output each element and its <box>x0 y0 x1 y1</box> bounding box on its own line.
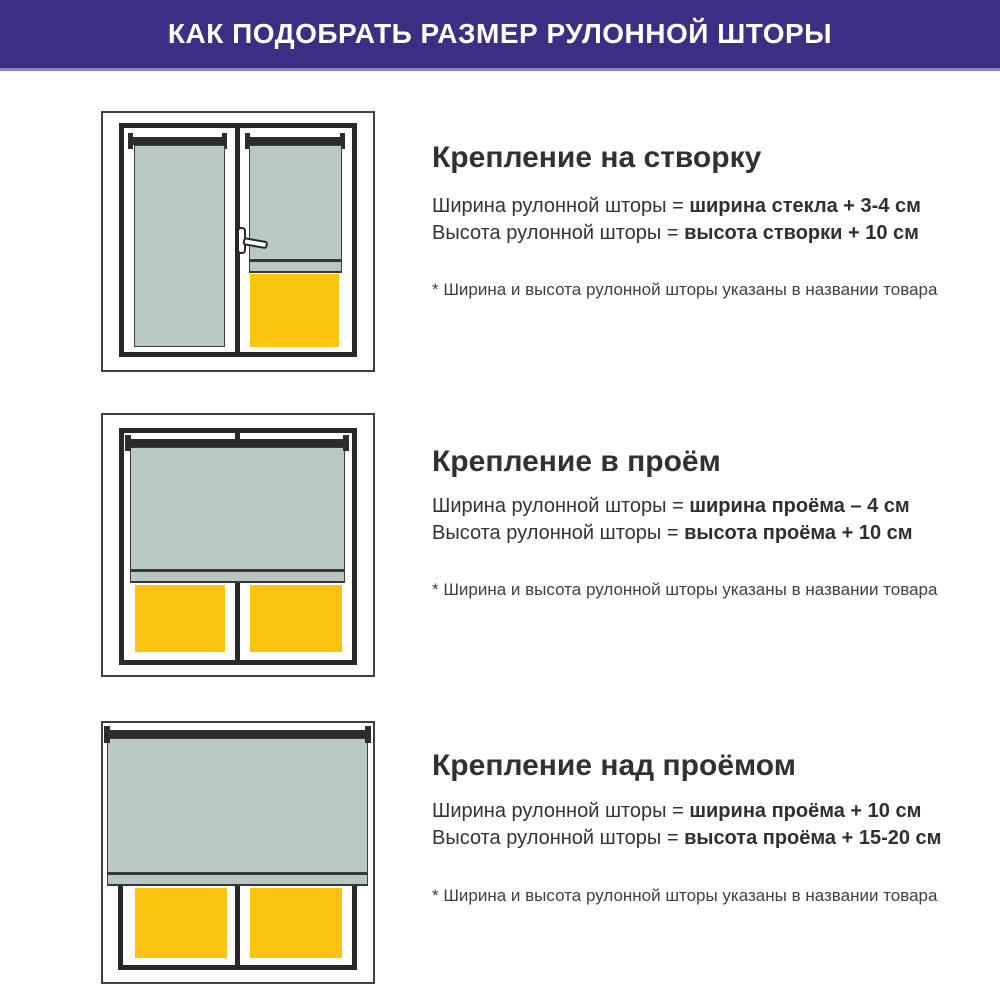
roller-bar-icon <box>128 439 346 447</box>
roller-bar-cap <box>125 435 131 451</box>
formula-value: ширина проёма + 10 см <box>689 800 922 822</box>
footnote: * Ширина и высота рулонной шторы указаны в названии товара <box>432 280 938 299</box>
section-title: Крепление в проём <box>432 445 721 478</box>
roller-bar-cap <box>104 726 110 743</box>
above-opening-mount-diagram <box>101 721 375 984</box>
width-formula <box>432 193 921 220</box>
roller-bottom-bar <box>249 260 342 273</box>
sash-mount-diagram <box>101 111 375 372</box>
roller-bar-icon <box>108 730 366 738</box>
roller-fabric <box>130 447 345 570</box>
formula-value: высота проёма + 10 см <box>684 522 913 544</box>
roller-bar-cap <box>365 726 371 743</box>
footnote: * Ширина и высота рулонной шторы указаны в названии товара <box>432 580 938 599</box>
roller-bottom-bar <box>130 570 345 583</box>
glass-pane <box>135 888 227 958</box>
formula-label: Ширина рулонной шторы = <box>432 495 690 517</box>
glass-pane <box>250 274 339 347</box>
footnote: * Ширина и высота рулонной шторы указаны в названии товара <box>432 886 938 905</box>
opening-mount-diagram <box>101 413 375 677</box>
width-formula <box>432 798 921 825</box>
roller-bar-icon <box>248 137 341 145</box>
section-title: Крепление на створку <box>432 141 762 174</box>
header-banner <box>0 0 1000 71</box>
formula-label: Высота рулонной шторы = <box>432 827 685 849</box>
roller-bottom-bar <box>107 873 368 886</box>
width-formula <box>432 493 910 520</box>
height-formula <box>432 520 913 547</box>
page-title: КАК ПОДОБРАТЬ РАЗМЕР РУЛОННОЙ ШТОРЫ <box>167 18 833 49</box>
formula-value: ширина стекла + 3-4 см <box>689 195 921 217</box>
formula-value: высота створки + 10 см <box>684 222 919 244</box>
roller-fabric <box>134 145 225 347</box>
roller-fabric <box>107 738 368 873</box>
glass-pane <box>250 585 342 652</box>
roller-bar-cap <box>343 435 349 451</box>
formula-label: Высота рулонной шторы = <box>432 522 685 544</box>
glass-pane <box>250 888 342 958</box>
formula-label: Ширина рулонной шторы = <box>432 195 690 217</box>
formula-value: ширина проёма – 4 см <box>689 495 910 517</box>
formula-label: Высота рулонной шторы = <box>432 222 685 244</box>
roller-bar-cap <box>128 133 133 149</box>
height-formula <box>432 220 919 247</box>
height-formula <box>432 825 941 852</box>
section-title: Крепление над проёмом <box>432 749 796 782</box>
formula-value: высота проёма + 15-20 см <box>684 827 942 849</box>
formula-label: Ширина рулонной шторы = <box>432 800 690 822</box>
glass-pane <box>135 585 225 652</box>
roller-bar-icon <box>131 137 225 145</box>
